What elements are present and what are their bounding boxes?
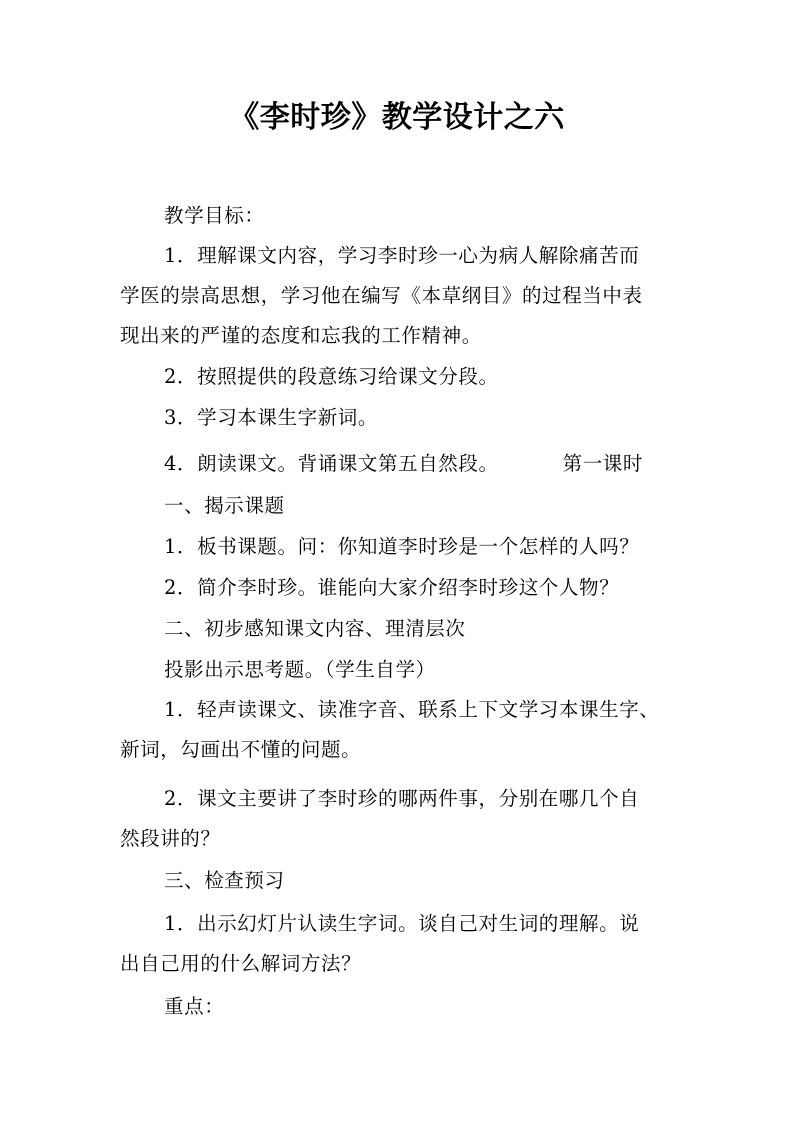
paragraph-line: 1．板书课题。问：你知道李时珍是一个怎样的人吗？ <box>164 535 640 558</box>
paragraph-line: 1．轻声读课文、读准字音、联系上下文学习本课生字、 <box>164 698 660 721</box>
paragraph-line: 然段讲的？ <box>120 827 221 850</box>
lesson-period-heading: 第一课时 <box>562 452 644 475</box>
paragraph-line: 出自己用的什么解词方法？ <box>120 952 362 975</box>
section-heading: 二、初步感知课文内容、理清层次 <box>164 617 466 640</box>
paragraph-line: 投影出示思考题。（学生自学） <box>164 658 436 681</box>
paragraph-line: 重点： <box>164 995 225 1018</box>
paragraph-line <box>164 451 643 477</box>
paragraph-line: 2．按照提供的段意练习给课文分段。 <box>164 365 499 388</box>
objective-4-text: 4．朗读课文。背诵课文第五自然段。 <box>164 452 499 475</box>
section-heading: 一、揭示课题 <box>164 494 285 517</box>
paragraph-line: 1．出示幻灯片认读生字词。谈自己对生词的理解。说 <box>164 912 640 935</box>
paragraph-line: 2．课文主要讲了李时珍的哪两件事，分别在哪几个自 <box>164 787 640 810</box>
paragraph-line: 3．学习本课生字新词。 <box>164 406 379 429</box>
paragraph-line: 教学目标： <box>164 204 265 227</box>
paragraph-line: 2．简介李时珍。谁能向大家介绍李时珍这个人物？ <box>164 576 620 599</box>
paragraph-line: 现出来的严谨的态度和忘我的工作精神。 <box>120 324 482 347</box>
section-heading: 三、检查预习 <box>164 869 285 892</box>
paragraph-line: 新词，勾画出不懂的问题。 <box>120 738 362 761</box>
paragraph-line: 1．理解课文内容，学习李时珍一心为病人解除痛苦而 <box>164 244 640 267</box>
document-title: 《李时珍》教学设计之六 <box>229 100 565 135</box>
paragraph-line: 学医的崇高思想，学习他在编写《本草纲目》的过程当中表 <box>120 284 643 307</box>
